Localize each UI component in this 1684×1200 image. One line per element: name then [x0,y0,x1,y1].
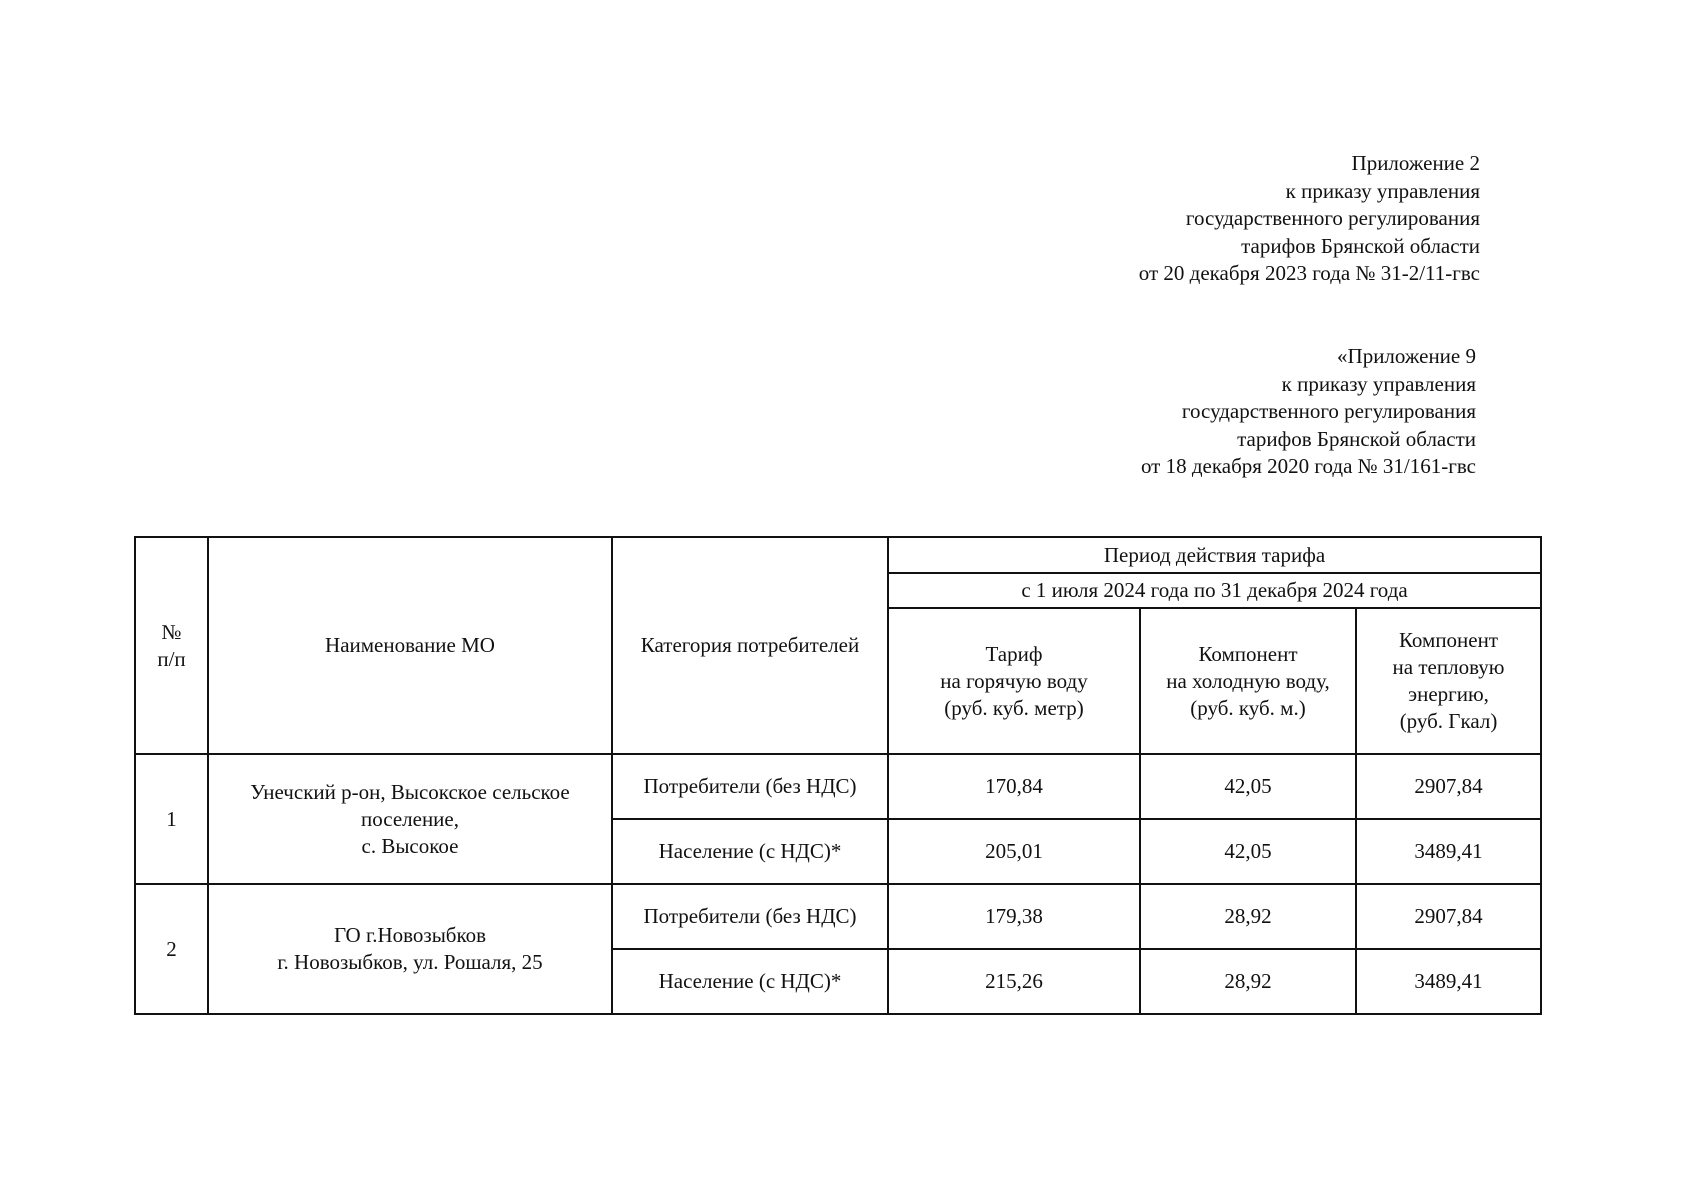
attachment-line: государственного регулирования [1185,206,1480,230]
row-category: Население (с НДС)* [612,949,888,1014]
attachment-line: к приказу управления [1285,178,1480,203]
header-component-cold: Компонент на холодную воду, (руб. куб. м.) [1140,608,1356,754]
row-num: 2 [135,884,208,1014]
row-mo-name: ГО г.Новозыбков г. Новозыбков, ул. Рошаля, 25 [208,884,612,1014]
header-period-range: с 1 июля 2024 года по 31 декабря 2024 года [888,573,1541,608]
header-mo-name: Наименование МО [208,537,612,754]
header-num: № п/п [135,537,208,754]
tariff-table [134,536,1542,1015]
attachment-line: тарифов Брянской области [1241,233,1480,258]
attachment-line: тарифов Брянской области [1237,426,1476,451]
attachment-line: «Приложение 9 [1337,344,1476,368]
attachment-header-original [1141,343,1476,481]
attachment-line: государственного регулирования [1181,399,1476,423]
row-tariff-hot: 215,26 [888,949,1140,1014]
row-component-cold: 28,92 [1140,884,1356,949]
header-period-title: Период действия тарифа [888,537,1541,573]
header-tariff-hot: Тариф на горячую воду (руб. куб. метр) [888,608,1140,754]
attachment-line: от 20 декабря 2023 года № 31-2/11-гвс [1138,261,1480,285]
row-component-heat: 3489,41 [1356,819,1541,884]
row-tariff-hot: 179,38 [888,884,1140,949]
row-category: Потребители (без НДС) [612,754,888,819]
row-component-cold: 42,05 [1140,754,1356,819]
row-category: Потребители (без НДС) [612,884,888,949]
row-component-cold: 28,92 [1140,949,1356,1014]
header-row [135,537,1541,573]
header-component-heat: Компонент на тепловую энергию, (руб. Гкал) [1356,608,1541,754]
row-component-heat: 2907,84 [1356,754,1541,819]
row-category: Население (с НДС)* [612,819,888,884]
row-component-heat: 2907,84 [1356,884,1541,949]
row-tariff-hot: 170,84 [888,754,1140,819]
header-category: Категория потребителей [612,537,888,754]
attachment-line: от 18 декабря 2020 года № 31/161-гвс [1140,454,1476,478]
attachment-line: Приложение 2 [1351,151,1480,175]
row-component-heat: 3489,41 [1356,949,1541,1014]
table-row [135,754,1541,819]
attachment-line: к приказу управления [1281,371,1476,396]
row-tariff-hot: 205,01 [888,819,1140,884]
row-component-cold: 42,05 [1140,819,1356,884]
attachment-header-current [1139,150,1480,288]
table-row [135,884,1541,949]
row-num: 1 [135,754,208,884]
row-mo-name: Унечский р-он, Высокское сельское поселение, с. Высокое [208,754,612,884]
